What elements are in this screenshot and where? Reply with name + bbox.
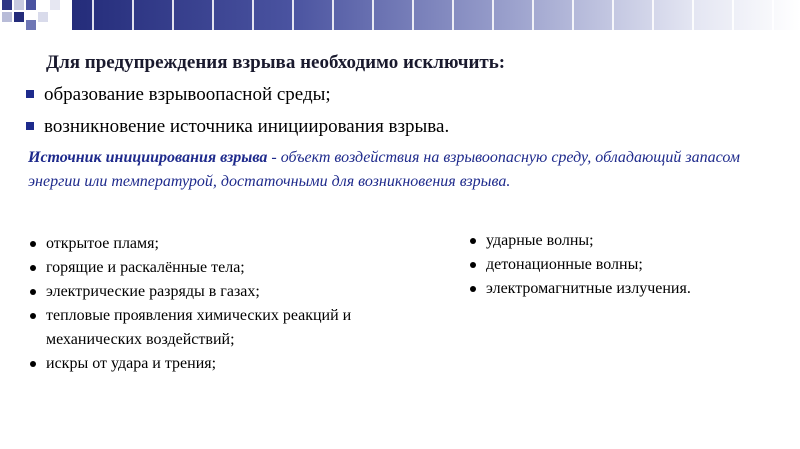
slide-title: Для предупреждения взрыва необходимо исключить:: [46, 52, 506, 73]
round-bullet-icon: [30, 241, 36, 247]
round-bullet-icon: [30, 289, 36, 295]
square-bullet-icon: [26, 90, 34, 98]
round-bullet-icon: [470, 238, 476, 244]
main-point-item: [24, 84, 449, 116]
definition-text: - объект воздействия на взрывоопасную среду, обладающий запасом энергии или температурой, достаточными для возникновения взрыва.: [28, 149, 740, 190]
round-bullet-icon: [30, 313, 36, 319]
round-bullet-icon: [30, 361, 36, 367]
sources-list-left: [28, 232, 428, 376]
list-item: электромагнитные излучения.: [468, 277, 788, 301]
header-decoration-bar: [72, 0, 800, 30]
main-point-item: [24, 116, 449, 148]
round-bullet-icon: [470, 286, 476, 292]
list-item: электрические разряды в газах;: [28, 280, 428, 304]
definition-paragraph: [28, 146, 768, 194]
definition-term: Источник инициирования взрыва: [28, 149, 268, 166]
main-point-text: возникновение источника инициирования взрыва.: [44, 116, 450, 137]
list-item: горящие и раскалённые тела;: [28, 256, 428, 280]
list-item: детонационные волны;: [468, 253, 788, 277]
main-point-text: образование взрывоопасной среды;: [44, 84, 331, 105]
round-bullet-icon: [30, 265, 36, 271]
list-item: искры от удара и трения;: [28, 352, 428, 376]
square-bullet-icon: [26, 122, 34, 130]
main-points-list: [24, 84, 449, 148]
header-decoration-squares: [0, 0, 72, 32]
list-item: открытое пламя;: [28, 232, 428, 256]
round-bullet-icon: [470, 262, 476, 268]
sources-list-right: [468, 229, 788, 301]
list-item: ударные волны;: [468, 229, 788, 253]
list-item: тепловые проявления химических реакций и механических воздействий;: [28, 304, 428, 352]
